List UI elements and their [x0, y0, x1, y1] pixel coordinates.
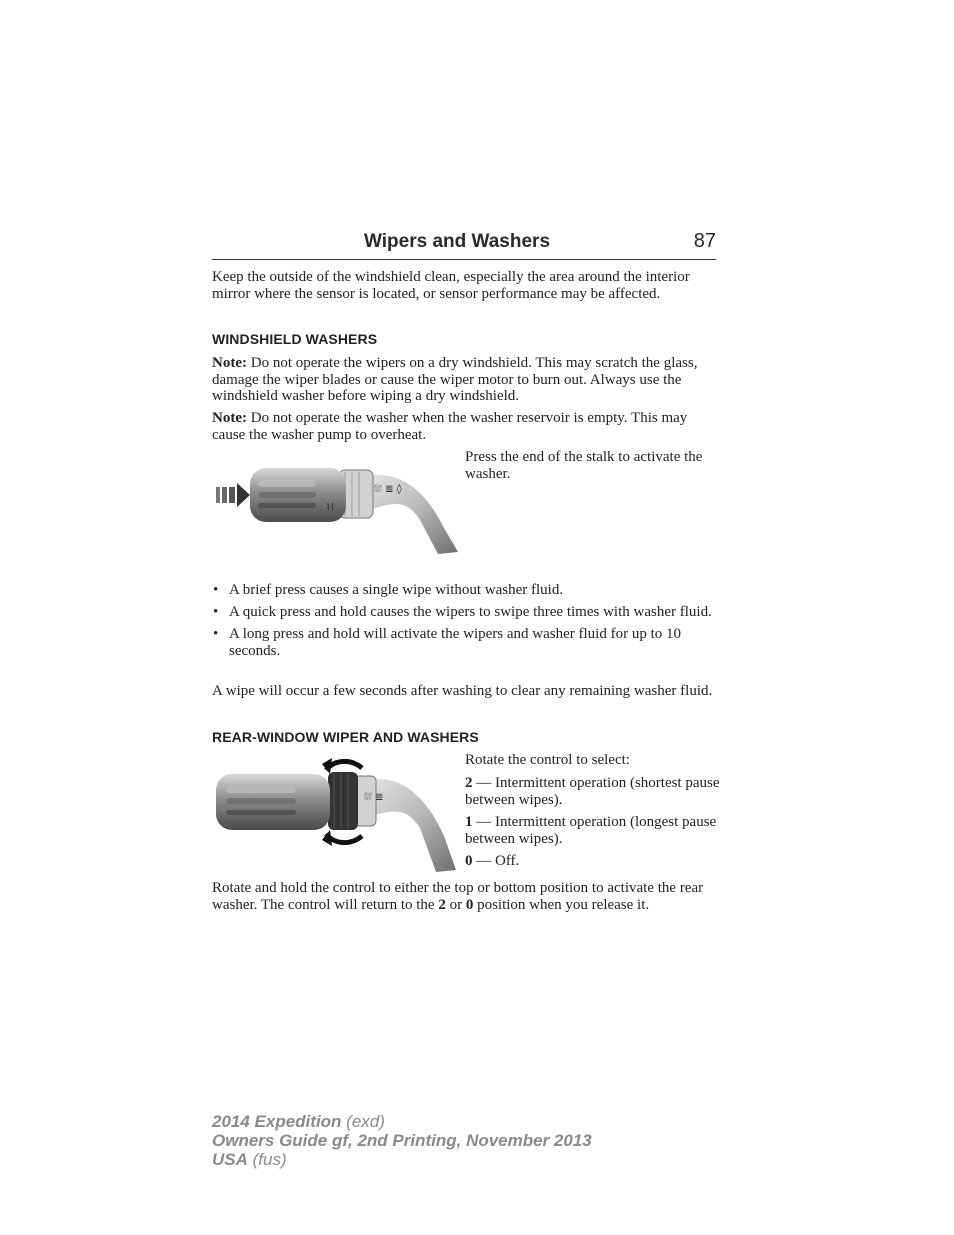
- rear-control-intro: Rotate the control to select:: [465, 752, 630, 768]
- list-item: • A quick press and hold causes the wipers to swipe three times with washer fluid.: [213, 604, 712, 620]
- option-text: — Intermittent operation (longest pause between wipes).: [465, 814, 717, 847]
- note-text: Do not operate the wipers on a dry windshield. This may scratch the glass, damage the wiper blades or cause the wiper motor to burn out. Always use the windshield washer before wiping a dry windshield.: [212, 355, 698, 404]
- intro-paragraph: Keep the outside of the windshield clean, especially the area around the interior mirror where the sensor is located, or sensor performance may be affected.: [212, 269, 690, 302]
- figure-caption-press-stalk: Press the end of the stalk to activate the washer.: [465, 449, 703, 482]
- footer-market-line: USA (fus): [212, 1150, 287, 1169]
- rear-option-1: [465, 814, 720, 847]
- option-key: 2: [465, 775, 473, 791]
- rear-option-2: [465, 775, 720, 808]
- svg-text:⛆ ≣: ⛆ ≣: [364, 792, 384, 803]
- note-dry-windshield: [212, 355, 718, 405]
- washer-press-options-list: [212, 582, 718, 665]
- rear-washer-closing-paragraph: Rotate and hold the control to either the top or bottom position to activate the rear washer. The control will return to the 2 or 0 position when you release it.: [212, 880, 704, 913]
- svg-text:⌇⌇: ⌇⌇: [326, 503, 335, 513]
- page-title: Wipers and Washers: [364, 231, 551, 252]
- page-number: 87: [693, 230, 716, 252]
- footer-model-line: 2014 Expedition (exd): [212, 1112, 385, 1131]
- note-label: Note:: [212, 410, 247, 426]
- svg-text:⛆ ≣ ◊: ⛆ ≣ ◊: [374, 484, 402, 495]
- note-empty-reservoir: [212, 410, 718, 443]
- option-text: — Off.: [472, 853, 520, 869]
- document-footer: [212, 1112, 592, 1169]
- list-item: • A long press and hold will activate the wipers and washer fluid for up to 10 seconds.: [213, 626, 681, 659]
- option-key: 0: [465, 853, 473, 869]
- wiper-stalk-press-illustration: [214, 458, 459, 561]
- footer-printing-line: Owners Guide gf, 2nd Printing, November 2013: [212, 1131, 592, 1150]
- option-key: 1: [465, 814, 473, 830]
- note-label: Note:: [212, 355, 247, 371]
- rear-wiper-rotate-illustration: [214, 756, 459, 879]
- page-header: [212, 229, 716, 260]
- option-text: — Intermittent operation (shortest pause between wipes).: [465, 775, 720, 808]
- note-text: Do not operate the washer when the washer reservoir is empty. This may cause the washer pump to overheat.: [212, 410, 688, 443]
- section-heading-windshield-washers: WINDSHIELD WASHERS: [212, 331, 378, 347]
- rear-option-0: [465, 853, 720, 870]
- washer-closing-paragraph: A wipe will occur a few seconds after washing to clear any remaining washer fluid.: [212, 683, 713, 699]
- section-heading-rear-window: REAR-WINDOW WIPER AND WASHERS: [212, 729, 479, 745]
- list-item: • A brief press causes a single wipe without washer fluid.: [213, 582, 564, 598]
